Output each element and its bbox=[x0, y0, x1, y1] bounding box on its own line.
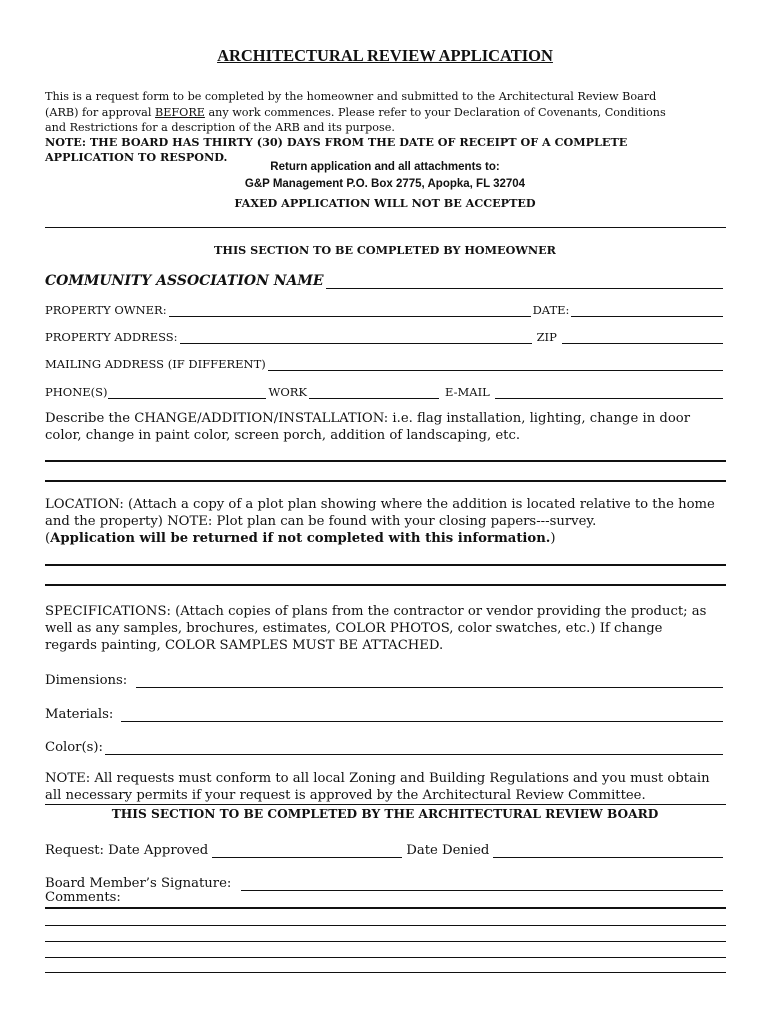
describe-line-2: color, change in paint color, screen porch, addition of landscaping, etc. bbox=[45, 428, 521, 443]
zip-input[interactable] bbox=[562, 332, 723, 344]
zoning-note-line-2: all necessary permits if your request is approved by the Architectural Review Committee. bbox=[45, 788, 646, 803]
location-answer-line-2[interactable] bbox=[45, 584, 726, 586]
describe-answer-line-1[interactable] bbox=[45, 460, 726, 462]
mailing-address-input[interactable] bbox=[268, 359, 723, 371]
homeowner-section-heading: THIS SECTION TO BE COMPLETED BY HOMEOWNER bbox=[214, 243, 556, 257]
phone-input[interactable] bbox=[108, 387, 266, 399]
date-label: DATE: bbox=[532, 303, 570, 317]
spec-line-2: well as any samples, brochures, estimates, COLOR PHOTOS, color swatches, etc.) If change bbox=[45, 621, 663, 636]
dimensions-row bbox=[45, 670, 725, 688]
mailing-address: G&P Management P.O. Box 2775, Apopka, FL 32704 bbox=[244, 178, 526, 190]
intro-text bbox=[45, 89, 735, 166]
colors-row bbox=[45, 737, 725, 755]
phone-label: PHONE(S) bbox=[45, 385, 108, 399]
specifications-text bbox=[45, 603, 735, 654]
response-note-1: NOTE: THE BOARD HAS THIRTY (30) DAYS FROM THE DATE OF RECEIPT OF A COMPLETE bbox=[45, 134, 628, 149]
zip-label: ZIP bbox=[536, 330, 557, 344]
property-owner-label: PROPERTY OWNER: bbox=[45, 303, 167, 317]
intro-line-3: and Restrictions for a description of the ARB and its purpose. bbox=[45, 121, 395, 134]
comments-line-1[interactable] bbox=[45, 907, 726, 909]
email-input[interactable] bbox=[495, 387, 723, 399]
materials-input[interactable] bbox=[121, 710, 723, 722]
date-approved-label: Request: Date Approved bbox=[45, 843, 209, 858]
comments-label: Comments: bbox=[45, 890, 121, 905]
spec-line-3: regards painting, COLOR SAMPLES MUST BE ATTACHED. bbox=[45, 638, 444, 653]
date-denied-input[interactable] bbox=[493, 846, 723, 858]
signature-row bbox=[45, 873, 725, 891]
request-row bbox=[45, 840, 725, 858]
signature-label: Board Member’s Signature: bbox=[45, 876, 232, 891]
email-label: E-MAIL bbox=[445, 385, 490, 399]
spec-line-1: SPECIFICATIONS: (Attach copies of plans from the contractor or vendor providing the product; as bbox=[45, 604, 707, 619]
work-phone-input[interactable] bbox=[309, 387, 439, 399]
divider bbox=[45, 804, 726, 805]
dimensions-input[interactable] bbox=[136, 676, 723, 688]
property-owner-input[interactable] bbox=[169, 305, 531, 317]
comments-line-2[interactable] bbox=[45, 925, 726, 926]
colors-label: Color(s): bbox=[45, 740, 103, 755]
signature-input[interactable] bbox=[241, 879, 723, 891]
materials-row bbox=[45, 704, 725, 722]
date-approved-input[interactable] bbox=[212, 846, 402, 858]
fax-warning: FAXED APPLICATION WILL NOT BE ACCEPTED bbox=[234, 196, 536, 210]
zoning-note bbox=[45, 770, 735, 804]
comments-line-3[interactable] bbox=[45, 941, 726, 942]
describe-answer-line-2[interactable] bbox=[45, 480, 726, 482]
describe-change-text bbox=[45, 410, 735, 444]
response-note-2: APPLICATION TO RESPOND. bbox=[45, 150, 228, 164]
materials-label: Materials: bbox=[45, 707, 114, 722]
location-line-3: (Application will be returned if not completed with this information.) bbox=[45, 531, 556, 546]
divider bbox=[45, 227, 726, 228]
community-association-input[interactable] bbox=[326, 277, 723, 289]
date-input[interactable] bbox=[571, 305, 723, 317]
intro-line-2: (ARB) for approval BEFORE any work commences. Please refer to your Declaration of Covenants, Conditions bbox=[45, 105, 666, 119]
property-address-label: PROPERTY ADDRESS: bbox=[45, 330, 178, 344]
phone-row bbox=[45, 383, 725, 399]
colors-input[interactable] bbox=[105, 743, 723, 755]
form-title: ARCHITECTURAL REVIEW APPLICATION bbox=[217, 46, 553, 65]
property-address-input[interactable] bbox=[180, 332, 532, 344]
property-owner-row bbox=[45, 301, 725, 317]
location-line-1: LOCATION: (Attach a copy of a plot plan showing where the addition is located relative to the home bbox=[45, 497, 715, 512]
dimensions-label: Dimensions: bbox=[45, 673, 128, 688]
location-answer-line-1[interactable] bbox=[45, 564, 726, 566]
zoning-note-line-1: NOTE: All requests must conform to all local Zoning and Building Regulations and you must obtain bbox=[45, 771, 710, 786]
community-association-row bbox=[45, 270, 725, 289]
describe-line-1: Describe the CHANGE/ADDITION/INSTALLATION: i.e. flag installation, lighting, change in door bbox=[45, 411, 691, 426]
return-instructions: Return application and all attachments to: bbox=[270, 161, 500, 173]
intro-line-1: This is a request form to be completed by the homeowner and submitted to the Architectural Review Board bbox=[45, 90, 657, 103]
work-label: WORK bbox=[268, 385, 308, 399]
comments-line-4[interactable] bbox=[45, 957, 726, 958]
location-line-2: and the property) NOTE: Plot plan can be found with your closing papers---survey. bbox=[45, 514, 597, 529]
date-denied-label: Date Denied bbox=[406, 843, 490, 858]
mailing-address-row bbox=[45, 355, 725, 371]
property-address-row bbox=[45, 328, 725, 344]
board-section-heading: THIS SECTION TO BE COMPLETED BY THE ARCHITECTURAL REVIEW BOARD bbox=[111, 807, 659, 821]
mailing-address-label: MAILING ADDRESS (IF DIFFERENT) bbox=[45, 357, 266, 371]
location-text bbox=[45, 496, 735, 547]
comments-line-5[interactable] bbox=[45, 972, 726, 973]
community-association-label: COMMUNITY ASSOCIATION NAME bbox=[45, 273, 324, 289]
